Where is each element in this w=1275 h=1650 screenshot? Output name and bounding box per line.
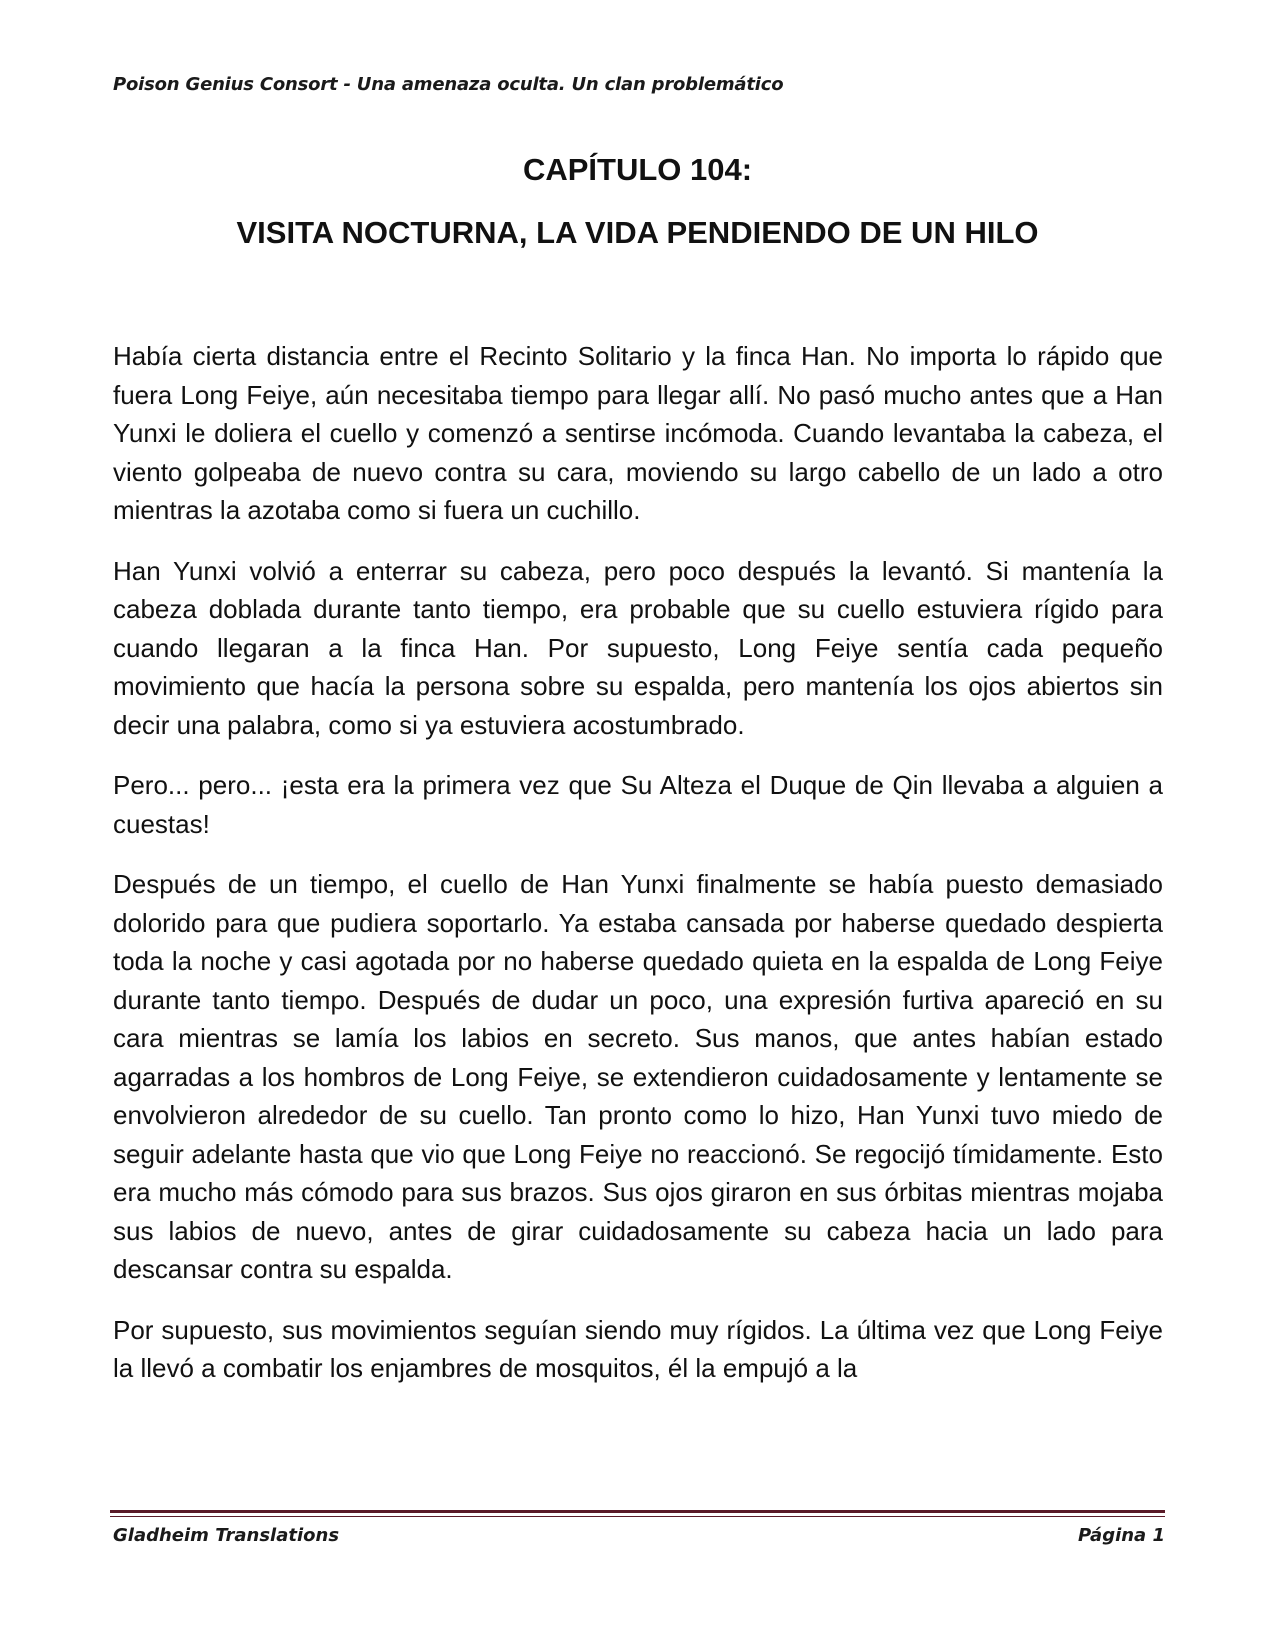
footer-translator: Gladheim Translations xyxy=(113,1525,340,1546)
footer-divider xyxy=(110,1510,1165,1517)
paragraph: Después de un tiempo, el cuello de Han Yunxi finalmente se había puesto demasiado dolorido para que pudiera soportarlo. Ya estaba cansada por haberse quedado despierta toda la noche y casi agotada por no haberse quedado quieta en la espalda de Long Feiye durante tanto tiempo. Después de dudar un poco, una expresión furtiva apareció en su cara mientras se lamía los labios en secreto. Sus manos, que antes habían estado agarradas a los hombros de Long Feiye, se extendieron cuidadosamente y lentamente se envolvieron alrededor de su cuello. Tan pronto como lo hizo, Han Yunxi tuvo miedo de seguir adelante hasta que vio que Long Feiye no reaccionó. Se regocijó tímidamente. Esto era mucho más cómodo para sus brazos. Sus ojos giraron en sus órbitas mientras mojaba sus labios de nuevo, antes de girar cuidadosamente su cabeza hacia un lado para descansar contra su espalda. xyxy=(113,869,1163,1284)
body-text xyxy=(113,337,1163,1410)
paragraph: Han Yunxi volvió a enterrar su cabeza, pero poco después la levantó. Si mantenía la cabeza doblada durante tanto tiempo, era probable que su cuello estuviera rígido para cuando llegaran a la finca Han. Por supuesto, Long Feiye sentía cada pequeño movimiento que hacía la persona sobre su espalda, pero mantenía los ojos abiertos sin decir una palabra, como si ya estuviera acostumbrado. xyxy=(113,555,1163,740)
paragraph: Había cierta distancia entre el Recinto Solitario y la finca Han. No importa lo rápido que fuera Long Feiye, aún necesitaba tiempo para llegar allí. No pasó mucho antes que a Han Yunxi le doliera el cuello y comenzó a sentirse incómoda. Cuando levantaba la cabeza, el viento golpeaba de nuevo contra su cara, moviendo su largo cabello de un lado a otro mientras la azotaba como si fuera un cuchillo. xyxy=(113,341,1163,525)
chapter-title: VISITA NOCTURNA, LA VIDA PENDIENDO DE UN HILO xyxy=(236,215,1039,250)
paragraph: Por supuesto, sus movimientos seguían siendo muy rígidos. La última vez que Long Feiye la llevó a combatir los enjambres de mosquitos, él la empujó a la xyxy=(113,1314,1163,1383)
chapter-number: CAPÍTULO 104: xyxy=(522,152,753,187)
page-number: Página 1 xyxy=(1078,1525,1165,1546)
paragraph: Pero... pero... ¡esta era la primera vez que Su Alteza el Duque de Qin llevaba a alguien a cuestas! xyxy=(113,770,1163,839)
running-header: Poison Genius Consort - Una amenaza oculta. Un clan problemático xyxy=(113,74,784,95)
